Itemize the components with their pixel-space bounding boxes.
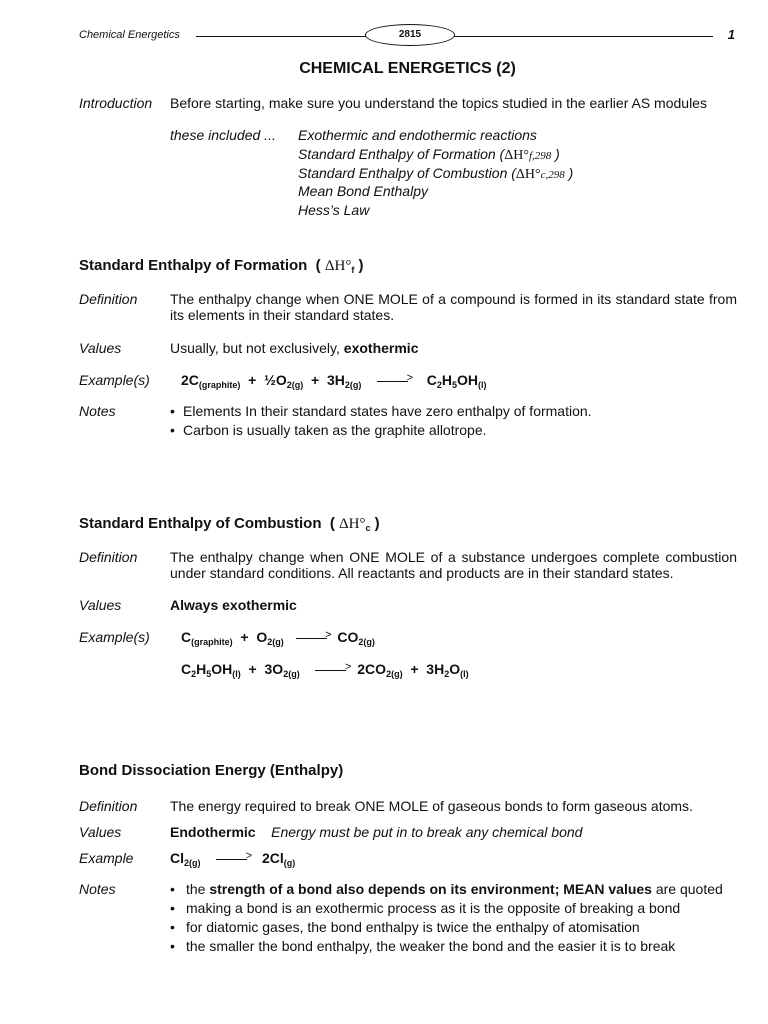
module-code-badge: 2815 (365, 24, 455, 46)
formation-definition: The enthalpy change when ONE MOLE of a compound is formed in its standard state from its elements in their standard states. (170, 291, 737, 323)
values-label: Values (79, 824, 122, 840)
bond-values: Endothermic Energy must be put in to break any chemical bond (170, 824, 583, 840)
topic-item: Exothermic and endothermic reactions (298, 127, 537, 143)
intro-text: Before starting, make sure you understand the topics studied in the earlier AS modules (170, 95, 707, 111)
formation-values: Usually, but not exclusively, exothermic (170, 340, 419, 356)
list-item: • the strength of a bond also depends on its environment; MEAN values are quoted (170, 880, 723, 899)
bond-notes (170, 880, 723, 956)
example-label: Example (79, 850, 134, 866)
example-label: Example(s) (79, 372, 150, 388)
bond-definition: The energy required to break ONE MOLE of gaseous bonds to form gaseous atoms. (170, 798, 693, 814)
values-label: Values (79, 597, 122, 613)
formation-notes (170, 402, 592, 440)
section-heading-combustion: Standard Enthalpy of Combustion ( $\Delta H^\circ_c$ ) (79, 515, 380, 533)
combustion-definition: The enthalpy change when ONE MOLE of a substance undergoes complete combustion under standard conditions. All reactants and products are in their standard states. (170, 549, 737, 581)
header-rule-right (453, 36, 713, 37)
running-header-title: Chemical Energetics (79, 29, 180, 41)
topic-item: Standard Enthalpy of Combustion (ΔH°c,298 ) (298, 165, 574, 182)
definition-label: Definition (79, 549, 138, 565)
bond-equation: $Cl_{2(g)} > 2Cl_{(g)}$ (170, 850, 295, 866)
topic-item: Hess’s Law (298, 202, 370, 218)
values-label: Values (79, 340, 122, 356)
intro-label: Introduction (79, 95, 153, 111)
included-label: these included ... (170, 127, 276, 143)
topic-item: Mean Bond Enthalpy (298, 183, 428, 199)
definition-label: Definition (79, 798, 138, 814)
combustion-equation-carbon: $C_{(graphite)} + O_{2(g)} > CO_{2(g)}$ (181, 629, 375, 645)
definition-label: Definition (79, 291, 138, 307)
combustion-equation-ethanol: $C_2H_5OH_{(l)} + 3O_{2(g)} > 2CO_{2(g)} + 3H_2O_{(l)}$ (181, 661, 469, 677)
page-title: CHEMICAL ENERGETICS (2) (299, 60, 516, 77)
notes-label: Notes (79, 403, 116, 419)
notes-label: Notes (79, 881, 116, 897)
list-item: • Carbon is usually taken as the graphite allotrope. (170, 421, 592, 440)
list-item: • the smaller the bond enthalpy, the weaker the bond and the easier it is to break (170, 937, 723, 956)
formation-equation: $2C_{(graphite)}$ + $\frac{1}{2}O_{2(g)} + 3H_{2(g)}$ > $C_2H_5OH_{(l)}$ (181, 372, 486, 388)
section-heading-bond: Bond Dissociation Energy (Enthalpy) (79, 762, 344, 779)
list-item: • for diatomic gases, the bond enthalpy is twice the enthalpy of atomisation (170, 918, 723, 937)
section-heading-formation: Standard Enthalpy of Formation ( $\Delta H^\circ_f$ ) (79, 257, 364, 275)
list-item: • Elements In their standard states have zero enthalpy of formation. (170, 402, 592, 421)
example-label: Example(s) (79, 629, 150, 645)
page-number: 1 (727, 27, 735, 42)
list-item: • making a bond is an exothermic process as it is the opposite of breaking a bond (170, 899, 723, 918)
combustion-values: Always exothermic (170, 597, 297, 613)
topic-item: Standard Enthalpy of Formation (ΔH°f,298 ) (298, 146, 560, 163)
header-rule-left (196, 36, 366, 37)
